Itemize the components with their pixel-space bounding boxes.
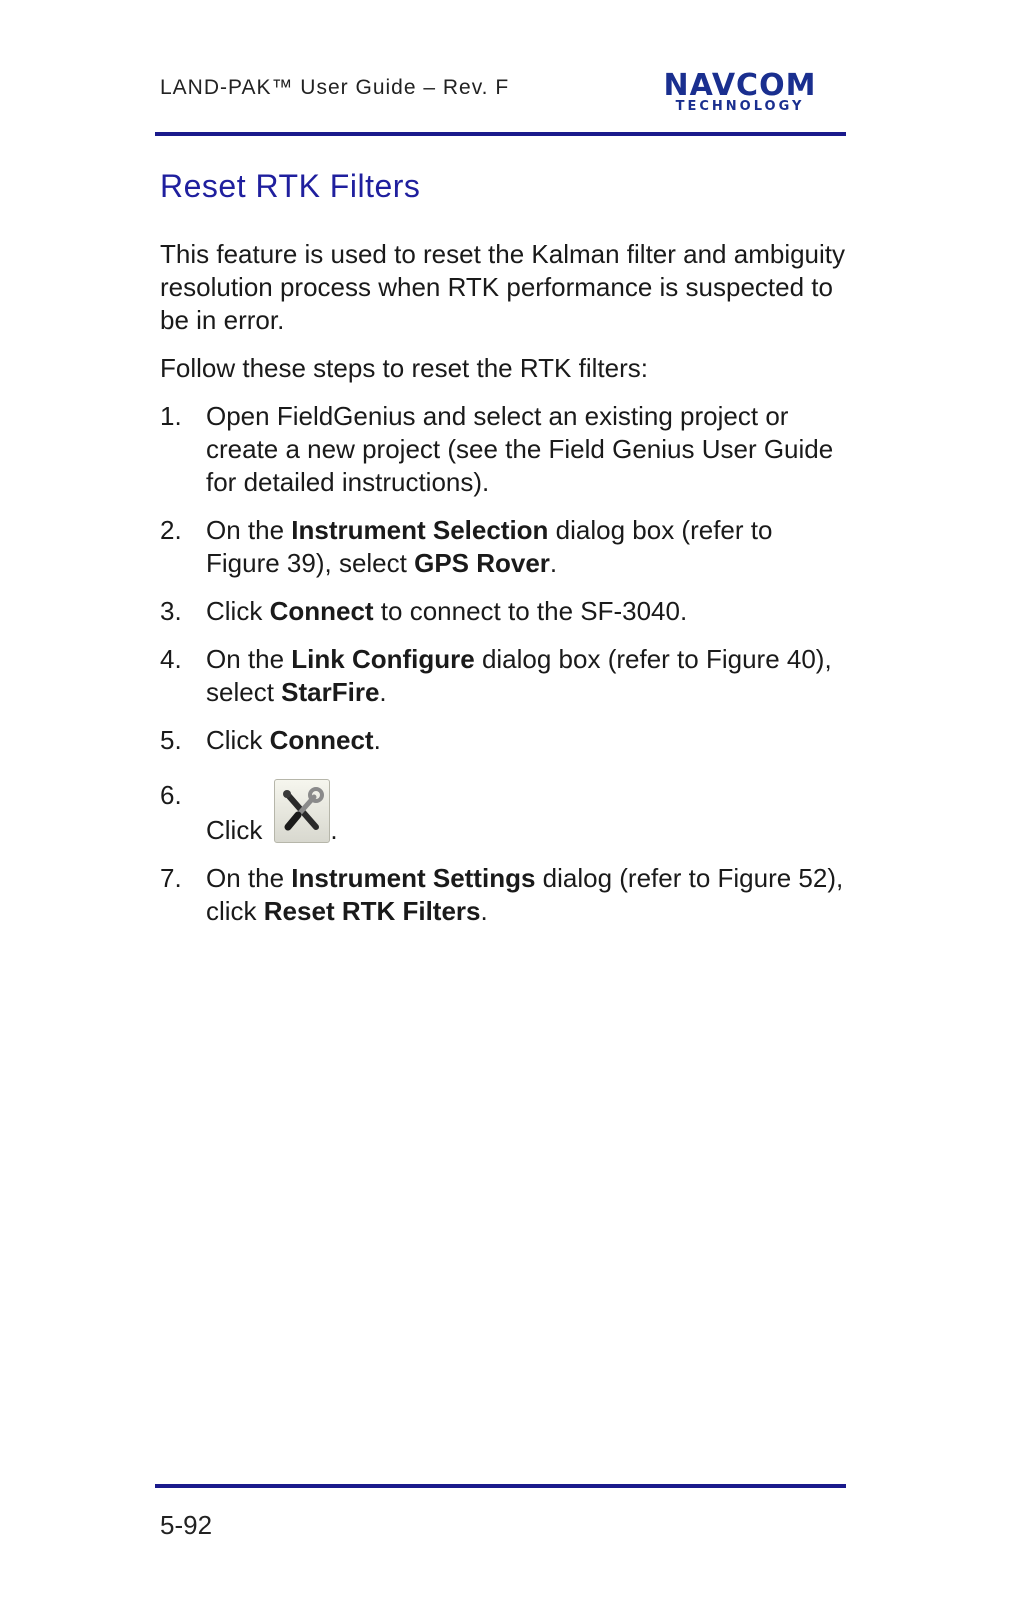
link-configure-label: Link Configure <box>291 644 475 674</box>
logo-line2: TECHNOLOGY <box>675 99 805 114</box>
step-text: Open FieldGenius and select an existing project or create a new project (see the Field Genius User Guide for detailed instructions). <box>206 401 834 497</box>
navcom-logo <box>640 68 840 114</box>
connect-label: Connect <box>269 725 374 755</box>
step-3 <box>160 595 850 628</box>
header-rule <box>155 132 846 136</box>
step-text: . <box>480 896 488 926</box>
instrument-settings-label: Instrument Settings <box>291 863 536 893</box>
step-number: 7. <box>160 863 182 893</box>
step-text: Click <box>206 815 263 845</box>
reset-rtk-filters-label: Reset RTK Filters <box>263 896 481 926</box>
step-text: . <box>373 725 381 755</box>
page-number: 5-92 <box>160 1510 213 1540</box>
step-1 <box>160 400 850 499</box>
step-number: 4. <box>160 644 182 674</box>
gps-rover-label: GPS Rover <box>414 548 550 578</box>
running-header: LAND-PAK™ User Guide – Rev. F <box>160 76 510 99</box>
step-text: On the <box>206 515 292 545</box>
lead-paragraph: Follow these steps to reset the RTK filters: <box>160 353 648 383</box>
step-text: to connect to the SF-3040. <box>373 596 688 626</box>
step-6 <box>160 779 850 847</box>
instrument-selection-label: Instrument Selection <box>291 515 549 545</box>
steps-list <box>160 400 850 928</box>
connect-label: Connect <box>269 596 374 626</box>
step-text: Click <box>206 596 270 626</box>
step-text: On the <box>206 863 292 893</box>
step-number: 3. <box>160 596 182 626</box>
logo-line1: NAVCOM <box>663 68 817 103</box>
step-text: . <box>379 677 387 707</box>
step-number: 2. <box>160 515 182 545</box>
step-number: 1. <box>160 401 182 431</box>
step-text: Click <box>206 725 270 755</box>
step-5 <box>160 724 850 757</box>
intro-paragraph: This feature is used to reset the Kalman filter and ambiguity resolution process when RTK performance is suspected to be in error. <box>160 239 846 335</box>
step-number: 5. <box>160 725 182 755</box>
step-text: dialog box (refer to Figure 40), select <box>206 644 832 707</box>
step-text: dialog (refer to Figure 52), click <box>206 863 844 926</box>
step-2 <box>160 514 850 580</box>
step-text: dialog box (refer to Figure 39), select <box>206 515 773 578</box>
section-title: Reset RTK Filters <box>160 168 421 204</box>
step-text: . <box>549 548 558 578</box>
footer-rule <box>155 1484 846 1488</box>
step-7 <box>160 862 850 928</box>
tools-icon <box>274 779 330 843</box>
step-4 <box>160 643 850 709</box>
step-text: . <box>330 815 338 845</box>
step-text: On the <box>206 644 292 674</box>
step-number: 6. <box>160 780 182 810</box>
section-body <box>160 238 850 943</box>
starfire-label: StarFire <box>281 677 380 707</box>
